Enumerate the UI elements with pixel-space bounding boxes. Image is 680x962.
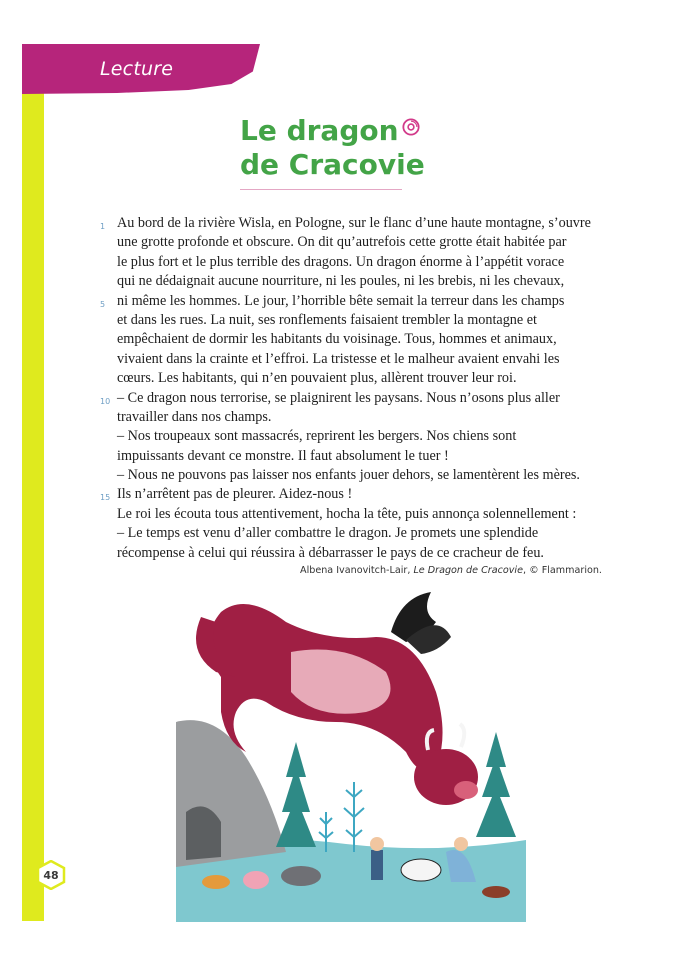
source-citation xyxy=(300,565,602,576)
text-line xyxy=(117,447,597,466)
title-line-1: Le dragon xyxy=(240,114,399,147)
text-line xyxy=(117,408,597,427)
line-text: une grotte profonde et obscure. On dit qu’autrefois cette grotte était habitée par xyxy=(117,234,567,251)
text-line xyxy=(117,233,597,252)
text-line xyxy=(100,485,597,504)
side-color-band xyxy=(22,46,44,921)
text-line xyxy=(100,292,597,311)
audio-cd-icon[interactable] xyxy=(402,118,420,136)
line-number: 15 xyxy=(100,493,111,503)
line-number: 10 xyxy=(100,396,111,406)
text-line xyxy=(117,466,597,485)
text-line xyxy=(117,311,597,330)
line-text: Ils n’arrêtent pas de pleurer. Aidez-nous ! xyxy=(117,486,353,503)
dragon-illustration xyxy=(176,582,526,922)
text-line xyxy=(117,524,597,543)
line-number: 1 xyxy=(100,222,106,231)
text-line xyxy=(117,505,597,524)
source-book: Le Dragon de Cracovie xyxy=(413,565,523,576)
text-line xyxy=(100,214,597,233)
line-text: ni même les hommes. Le jour, l’horrible bête semait la terreur dans les champs xyxy=(117,292,565,309)
line-text: travailler dans nos champs. xyxy=(117,408,272,425)
line-text: Au bord de la rivière Wisla, en Pologne, sur le flanc d’une haute montagne, s’ouvre xyxy=(117,215,591,231)
page-title xyxy=(240,114,500,182)
line-text: – Le temps est venu d’aller combattre le dragon. Je promets une splendide xyxy=(117,525,539,542)
text-line xyxy=(117,369,597,388)
line-number: 5 xyxy=(100,299,106,309)
section-label: Lecture xyxy=(100,58,174,80)
text-line xyxy=(117,544,597,563)
text-line xyxy=(100,389,597,408)
title-line-2: de Cracovie xyxy=(240,148,425,181)
line-text: empêchaient de dormir les habitants du voisinage. Tous, hommes et animaux, xyxy=(117,331,557,348)
text-line xyxy=(117,272,597,291)
text-line xyxy=(117,253,597,272)
line-text: le plus fort et le plus terrible des dragons. Un dragon énorme à l’appétit vorace xyxy=(117,253,565,270)
line-text: qui ne dédaignait aucune nourriture, ni les poules, ni les brebis, ni les chevaux, xyxy=(117,273,565,290)
text-line xyxy=(117,427,597,446)
text-line xyxy=(117,330,597,349)
story-text xyxy=(100,214,597,563)
line-text: et dans les rues. La nuit, ses ronflements faisaient trembler la montagne et xyxy=(117,311,537,328)
line-text: Le roi les écouta tous attentivement, hocha la tête, puis annonça solennellement : xyxy=(117,505,577,522)
line-text: – Ce dragon nous terrorise, se plaignirent les paysans. Nous n’osons plus aller xyxy=(117,389,560,406)
page-number-badge xyxy=(36,860,66,890)
line-text: vivaient dans la crainte et l’effroi. La tristesse et le malheur avaient envahi les xyxy=(117,350,560,367)
text-line xyxy=(117,350,597,369)
line-text: cœurs. Les habitants, qui n’en pouvaient plus, allèrent trouver leur roi. xyxy=(117,370,517,387)
line-text: – Nos troupeaux sont massacrés, reprirent les bergers. Nos chiens sont xyxy=(117,428,517,445)
source-author: Albena Ivanovitch-Lair, xyxy=(300,565,411,576)
line-text: récompense à celui qui réussira à débarrasser le pays de ce cracheur de feu. xyxy=(117,544,544,561)
line-text: – Nous ne pouvons pas laisser nos enfants jouer dehors, se lamentèrent les mères. xyxy=(117,467,580,484)
page-number: 48 xyxy=(43,868,59,882)
title-underline xyxy=(240,189,402,190)
source-publisher: , © Flammarion. xyxy=(523,565,602,576)
line-text: impuissants devant ce monstre. Il faut absolument le tuer ! xyxy=(117,447,449,464)
